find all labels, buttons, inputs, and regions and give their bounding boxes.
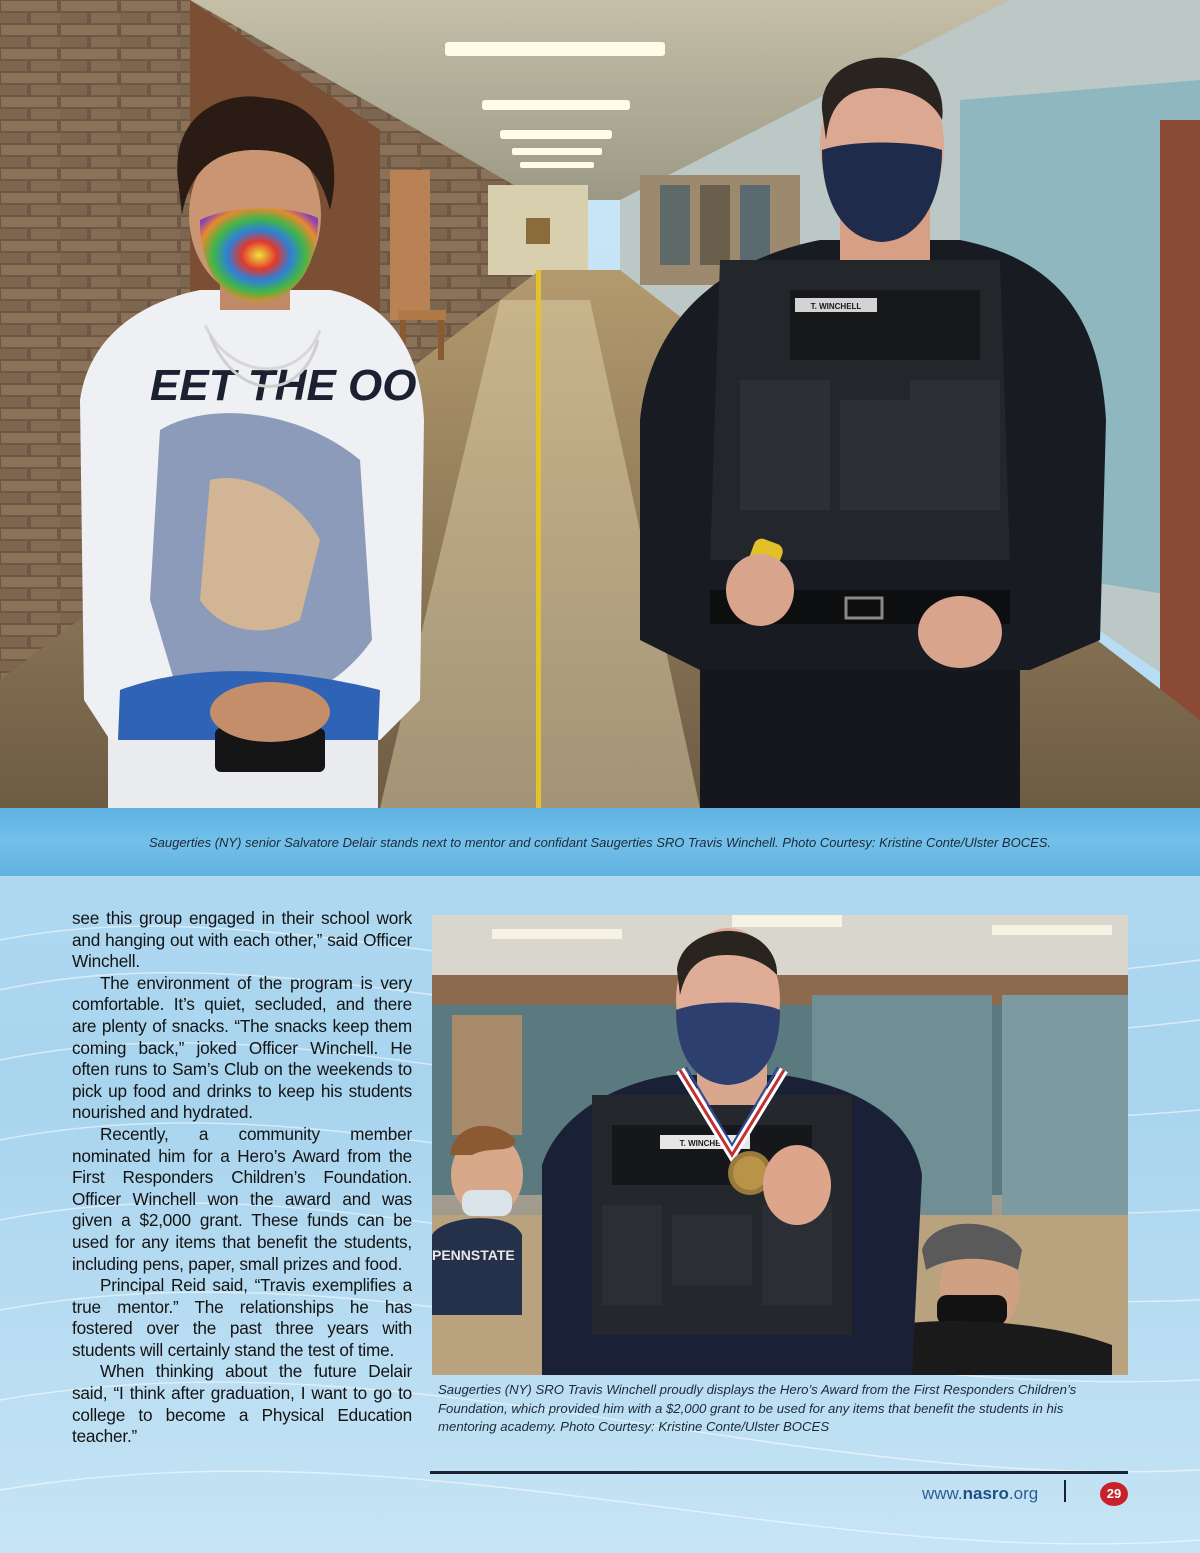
- footer-url-brand: nasro: [962, 1484, 1009, 1503]
- page-number-badge: 29: [1100, 1482, 1128, 1506]
- article-paragraph: When thinking about the future Delair said, “I think after graduation, I want to go to college to become a Physical Education teacher.”: [72, 1361, 412, 1447]
- article-paragraph: see this group engaged in their school work and hanging out with each other,” said Officer Winchell.: [72, 908, 412, 972]
- officer-name-tag: T. WINCHELL: [810, 302, 862, 311]
- award-photo: [432, 915, 1128, 1375]
- article-paragraph: Recently, a community member nominated him for a Hero’s Award from the First Responders Children’s Foundation. Officer Winchell won the award and was given a $2,000 grant. These funds can be used for any items that benefit the students, including pens, paper, small prizes and food.: [72, 1123, 412, 1274]
- article-paragraph: The environment of the program is very comfortable. It’s quiet, secluded, and there are plenty of snacks. “The snacks keep them coming back,” joked Officer Winchell. He often runs to Sam’s Club on the weekends to pick up food and drinks to keep his students nourished and hydrated.: [72, 972, 412, 1123]
- top-photo-caption-band: [0, 808, 1200, 876]
- award-photo-caption: Saugerties (NY) SRO Travis Winchell proudly displays the Hero’s Award from the First Responders Children’s Foundation, which provided him with a $2,000 grant to be used for any items that benefit the students in his mentoring academy. Photo Courtesy: Kristine Conte/Ulster BOCES: [438, 1382, 1077, 1434]
- top-photo-caption: Saugerties (NY) senior Salvatore Delair stands next to mentor and confidant Saugerties SRO Travis Winchell. Photo Courtesy: Kristine Conte/Ulster BOCES.: [148, 835, 1052, 850]
- award-photo-name-tag: T. WINCHELL: [679, 1139, 731, 1148]
- article-body: [72, 908, 412, 1448]
- footer-rule: [430, 1471, 1128, 1474]
- student-shirt-text: PENNSTATE: [432, 1247, 515, 1263]
- footer-separator: [1064, 1480, 1066, 1502]
- shirt-print-text: EET THE OO: [150, 361, 417, 410]
- article-paragraph: Principal Reid said, “Travis exemplifies a true mentor.” The relationships he has fostered over the past three years with students will certainly stand the test of time.: [72, 1275, 412, 1360]
- footer-url-prefix: www.: [922, 1484, 963, 1503]
- footer-url-suffix: .org: [1008, 1484, 1039, 1503]
- footer-website-link[interactable]: [922, 1484, 1038, 1504]
